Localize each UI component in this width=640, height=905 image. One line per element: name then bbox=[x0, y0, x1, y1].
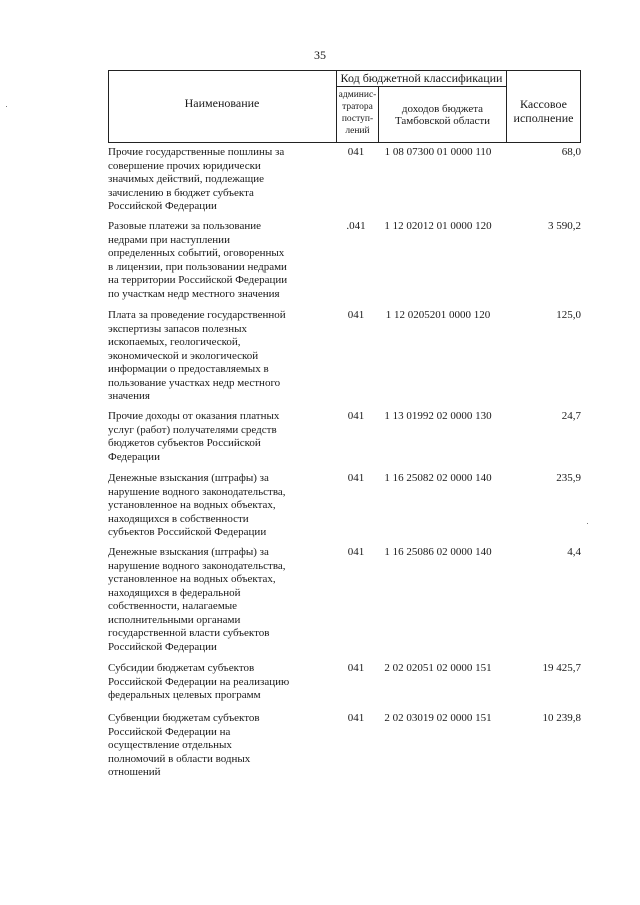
row-admin-code: 041 bbox=[347, 712, 365, 724]
table-header bbox=[108, 70, 581, 142]
row-amount: 3 590,2 bbox=[548, 220, 581, 232]
row-revenue-code: 1 08 07300 01 0000 110 bbox=[384, 146, 492, 158]
header-subdivider bbox=[336, 86, 506, 87]
header-revenue: доходов бюджета Тамбовской области bbox=[394, 103, 491, 127]
row-amount: 19 425,7 bbox=[542, 662, 581, 674]
row-revenue-code: 2 02 02051 02 0000 151 bbox=[384, 662, 492, 674]
row-admin-code: .041 bbox=[346, 220, 366, 232]
row-revenue-code: 1 16 25086 02 0000 140 bbox=[384, 546, 492, 558]
row-admin-code: 041 bbox=[347, 472, 365, 484]
row-name: Прочие государственные пошлины за совершение прочих юридически значимых действий, подлежащие зачислению в бюджет субъекта Российской Федерации bbox=[108, 146, 285, 212]
header-classification-code: Код бюджетной классификации bbox=[340, 71, 503, 85]
header-right-border bbox=[580, 70, 581, 142]
row-amount: 24,7 bbox=[561, 410, 581, 422]
row-revenue-code: 1 12 02012 01 0000 120 bbox=[384, 220, 492, 232]
row-name: Плата за проведение государственной экспертизы запасов полезных ископаемых, геологической, экономической и экологической информации о предоставляемых в пользование участках недр местного значения bbox=[108, 309, 286, 402]
header-bottom-border bbox=[108, 142, 581, 143]
row-revenue-code: 2 02 03019 02 0000 151 bbox=[384, 712, 492, 724]
header-name: Наименование bbox=[184, 96, 260, 110]
row-name: Субсидии бюджетам субъектов Российской Федерации на реализацию федеральных целевых программ bbox=[108, 662, 290, 701]
row-revenue-code: 1 12 0205201 0000 120 bbox=[385, 309, 491, 321]
row-name: Прочие доходы от оказания платных услуг (работ) получателями средств бюджетов субъектов Российской Федерации bbox=[108, 410, 280, 463]
page-number: 35 bbox=[314, 48, 326, 62]
row-admin-code: 041 bbox=[347, 546, 365, 558]
row-revenue-code: 1 16 25082 02 0000 140 bbox=[384, 472, 492, 484]
scan-speck bbox=[6, 106, 7, 107]
row-amount: 125,0 bbox=[556, 309, 581, 321]
row-admin-code: 041 bbox=[347, 309, 365, 321]
row-amount: 4,4 bbox=[567, 546, 581, 558]
row-name: Денежные взыскания (штрафы) за нарушение водного законодательства, установленное на водных объектах, находящихся в собственности субъектов Российской Федерации bbox=[108, 472, 286, 538]
row-amount: 235,9 bbox=[556, 472, 581, 484]
row-name: Денежные взыскания (штрафы) за нарушение водного законодательства, установленное на водных объектах, находящихся в федеральной собственности, налагаемые исполнительными органами государственной власти субъектов Российской Федерации bbox=[108, 546, 286, 653]
row-amount: 10 239,8 bbox=[542, 712, 581, 724]
row-admin-code: 041 bbox=[347, 410, 365, 422]
row-revenue-code: 1 13 01992 02 0000 130 bbox=[384, 410, 492, 422]
row-name: Разовые платежи за пользование недрами при наступлении определенных событий, оговоренных в лицензии, при пользовании недрами на территории Российской Федерации по участкам недр местного значения bbox=[108, 220, 288, 300]
scan-speck bbox=[587, 523, 588, 524]
row-admin-code: 041 bbox=[347, 146, 365, 158]
row-name: Субвенции бюджетам субъектов Российской Федерации на осуществление отдельных полномочий в области водных отношений bbox=[108, 712, 260, 778]
row-amount: 68,0 bbox=[561, 146, 581, 158]
row-admin-code: 041 bbox=[347, 662, 365, 674]
header-administrator: админис- тратора поступ- лений bbox=[338, 90, 377, 136]
header-cash-execution: Кассовое исполнение bbox=[513, 97, 574, 125]
